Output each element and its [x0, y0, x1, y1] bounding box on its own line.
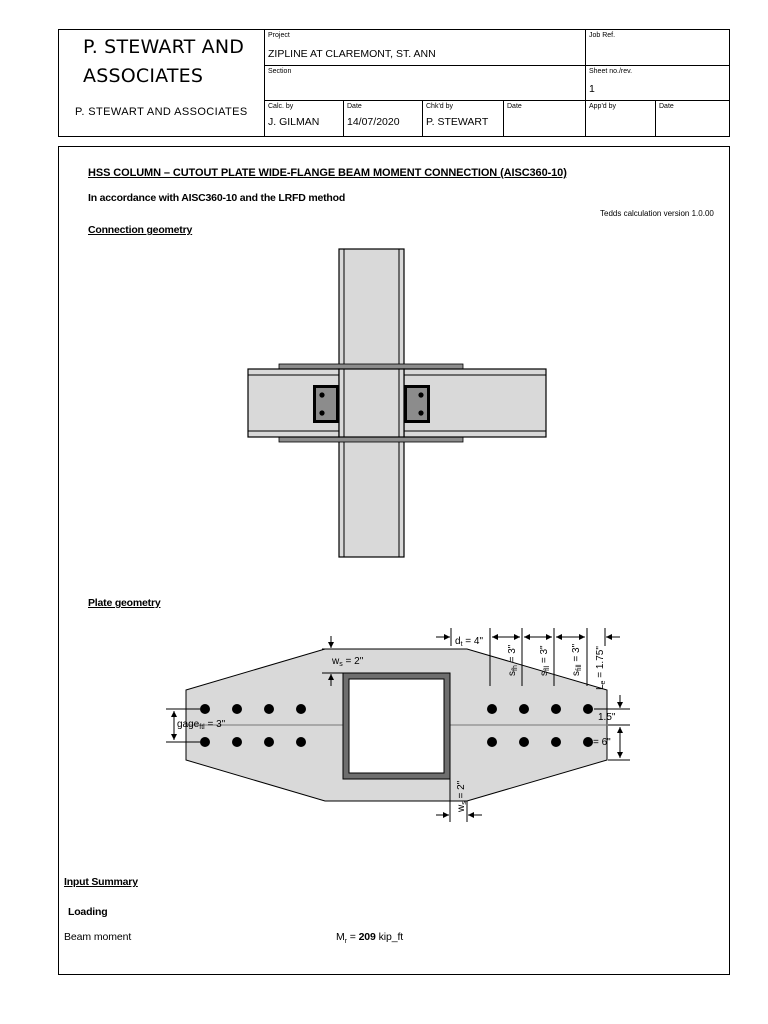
chkd-by-value: P. STEWART	[426, 116, 489, 128]
project-label: Project	[268, 32, 290, 39]
beam-moment-unit: kip_ft	[375, 931, 404, 943]
date2-label: Date	[507, 103, 522, 110]
plate-width-label: = 6"	[593, 737, 611, 748]
dt-label: $d_t = 4$"	[455, 636, 484, 648]
beam-moment-subscript: r	[344, 938, 347, 946]
sfll-label: $s_{fll} = 3$"	[539, 645, 551, 676]
input-summary-heading: Input Summary	[64, 876, 138, 888]
calc-by-label: Calc. by	[268, 103, 294, 110]
beam-moment-label: Beam moment	[64, 931, 132, 943]
chkd-by-label: Chk'd by	[426, 103, 454, 110]
beam-moment-symbol: M	[336, 931, 345, 943]
beam-moment-eq: =	[346, 931, 359, 943]
date3-label: Date	[659, 103, 674, 110]
edge-distance-label: 1.5"	[598, 712, 616, 723]
section-label: Section	[268, 68, 292, 75]
le-label: $L_e = 1.75$"	[595, 646, 607, 690]
appd-by-label: App'd by	[589, 103, 617, 110]
project-value: ZIPLINE AT CLAREMONT, ST. ANN	[268, 48, 436, 60]
sfill-label: $s_{fill} = 3$"	[571, 643, 583, 676]
beam-moment-equation	[336, 931, 403, 945]
document-subtitle: In accordance with AISC360-10 and the LRFD method	[88, 192, 346, 204]
date1-value: 14/07/2020	[347, 116, 400, 128]
plate-geometry-heading: Plate geometry	[88, 597, 161, 609]
beam-moment-value: 209	[358, 931, 376, 943]
job-ref-label: Job Ref.	[589, 32, 616, 39]
hss-section	[343, 673, 450, 779]
gage-label: gage$_{ftl}$ = 3"	[177, 719, 226, 731]
loading-heading: Loading	[68, 906, 108, 918]
tedds-version: Tedds calculation version 1.0.00	[600, 209, 714, 218]
ws-bottom-label: $w_s = 2$"	[456, 780, 468, 812]
firm-name-line1: P. STEWART AND	[83, 36, 245, 58]
sheet-label: Sheet no./rev.	[589, 68, 633, 75]
firm-name-line2: ASSOCIATES	[83, 65, 204, 87]
date1-label: Date	[347, 103, 362, 110]
document-title: HSS COLUMN – CUTOUT PLATE WIDE-FLANGE BEAM MOMENT CONNECTION (AISC360-10)	[88, 167, 567, 179]
firm-subtitle: P. STEWART AND ASSOCIATES	[75, 106, 248, 118]
calc-by-value: J. GILMAN	[268, 116, 320, 128]
ws-top-label: $w_s = 2$"	[332, 656, 364, 668]
connection-geometry-heading: Connection geometry	[88, 224, 193, 236]
sheet-value: 1	[589, 83, 595, 95]
sfh-label: $s_{fh} = 3$"	[507, 644, 519, 676]
